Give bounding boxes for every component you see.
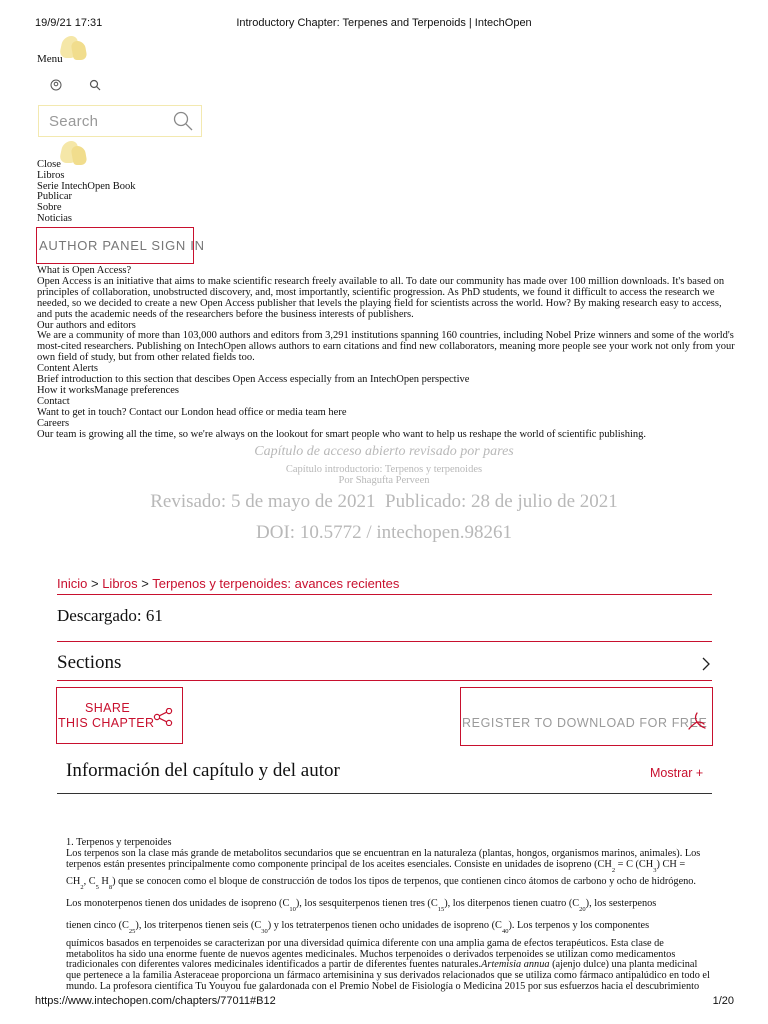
paragraph: químicos basados en terpenoides se caracterizan por una diversidad química diferente con una amplia gama de efectos terapéuticos. Esta clase de metabolitos ha sido una enorme fuente de nuevos agentes medicinales. Muchos terpenoides o derivados terpenoides se utilizan como medicamentos tradicionales con diferentes valores medicinales identificados a partir de diferentes fuentes naturales.Artemisia annua (ajenjo dulce) una planta medicinal que pertenece a la familia Asteraceae proporciona un fármaco artemisinina y sus derivados relacionados que se utiliza como fármaco antipalúdico en todo el mundo. La profesora científica Tu Youyou fue galardonada con el Premio Nobel de Fisiología o Medicina 2015 por sus esfuerzos hacia el descubrimiento — [66, 937, 710, 992]
divider — [57, 793, 712, 794]
info-text: Open Access is an initiative that aims to make scientific research freely available to all. To date our community has made over 100 million downloads. It's based on principles of collaboration, unobstructed discovery, and, most importantly, scientific progression. As PhD students, we found it difficult to access the research we needed, so we decided to create a new Open Access publisher that levels the playing field for scientists across the world. How? By making research easy to access, and puts the academic needs of the researchers before the business interests of publishers. — [37, 275, 725, 320]
breadcrumb-book[interactable]: Terpenos y terpenoides: avances recientes — [152, 576, 400, 591]
paragraph: $CH_2$, $C_5$ $H_8$) que se conocen como el bloque de construcción de todos los tipos de terpenos, que contienen cinco átomos de carbono y ocho de hidrógeno. — [66, 876, 697, 892]
show-more-button[interactable]: Mostrar + — [650, 766, 704, 780]
share-label: SHARE — [85, 701, 131, 715]
close-menu-link[interactable]: Close — [37, 159, 61, 170]
paragraph: tienen cinco $(C_{25})$, los triterpenos tienen seis $(C_{30})$ y los tetraterpenos tienen ocho unidades de isopreno $(C_{40})$. Los terpenos y los componentes — [66, 919, 650, 935]
info-heading[interactable]: What is Open Access? — [37, 265, 132, 276]
search-input[interactable] — [38, 105, 202, 137]
divider — [57, 594, 712, 595]
print-page-number: 1/20 — [712, 995, 734, 1007]
search-placeholder: Search — [49, 112, 99, 130]
nav-item-book-series[interactable]: Serie IntechOpen Book — [37, 180, 136, 192]
chapter-author-info-title: Información del capítulo y del autor — [66, 760, 340, 781]
pdf-icon — [688, 712, 706, 730]
chapter-author: Por Shagufta Perveen — [338, 475, 430, 486]
share-chapter-button[interactable] — [56, 687, 183, 744]
divider — [57, 641, 712, 642]
breadcrumb-separator: > — [90, 576, 99, 591]
info-text: Brief introduction to this section that descibes Open Access especially from an IntechOpen perspective — [37, 374, 470, 386]
print-page-title: Introductory Chapter: Terpenes and Terpenoids | IntechOpen — [236, 17, 532, 29]
info-heading[interactable]: How it worksManage preferences — [37, 384, 179, 396]
divider — [57, 680, 712, 681]
register-label: REGISTER TO DOWNLOAD FOR FREE — [462, 716, 708, 730]
info-heading[interactable]: Contact — [37, 395, 70, 407]
info-text: Our team is growing all the time, so we're always on the lookout for smart people who want to help us reshape the world of scientific publishing. — [37, 428, 647, 440]
info-heading[interactable]: Content Alerts — [37, 363, 98, 375]
intechopen-logo[interactable] — [61, 36, 87, 62]
nav-item-publicar[interactable]: Publicar — [37, 191, 72, 203]
author-panel-sign-in-button[interactable]: AUTHOR PANEL SIGN IN — [36, 227, 194, 264]
paragraph: Los terpenos son la clase más grande de metabolitos secundarios que se encuentran en la naturaleza (plantas, hongos, organismos marinos, animales). Los terpenos están presentes principalmente como componente principal de los aceites esenciales. Consiste en unidades de isopreno ($CH_2 = C$ $(CH_3)$ CH = — [66, 847, 701, 874]
chapter-subtitle: Capítulo introductorio: Terpenos y terpenoides — [285, 464, 483, 475]
user-icon[interactable] — [50, 79, 62, 91]
chevron-right-icon[interactable] — [700, 657, 712, 671]
info-block-open-access — [37, 266, 737, 441]
section-heading: 1. Terpenos y terpenoides — [66, 837, 172, 848]
nav-item-libros[interactable]: Libros — [37, 169, 65, 181]
download-count: Descargado: 61 — [57, 606, 163, 625]
info-text: We are a community of more than 103,000 authors and editors from 3,291 institutions spanning 160 countries, including Nobel Prize winners and some of the world's most-cited researchers. Publishing on IntechOpen allows authors to earn citations and find new collaborators, meaning more people see your work not only from your own field of study, but from other related fields too. — [37, 330, 735, 364]
info-text: Want to get in touch? Contact our London head office or media team here — [37, 406, 347, 418]
share-icon — [153, 708, 173, 726]
sections-toggle[interactable]: Sections — [57, 652, 122, 673]
nav-item-noticias[interactable]: Noticias — [37, 212, 72, 224]
chapter-dates: Revisado: 5 de mayo de 2021 Publicado: 28 de julio de 2021 — [150, 491, 618, 512]
search-icon[interactable] — [173, 111, 193, 131]
breadcrumb-books[interactable]: Libros — [102, 576, 138, 591]
info-heading[interactable]: Careers — [37, 417, 70, 429]
share-label: THIS CHAPTER — [58, 716, 155, 730]
main-nav — [37, 160, 136, 225]
nav-item-sobre[interactable]: Sobre — [37, 202, 62, 214]
chapter-doi: DOI: 10.5772 / intechopen.98261 — [256, 522, 512, 543]
chapter-type: Capítulo de acceso abierto revisado por pares — [254, 444, 514, 459]
chapter-body — [66, 838, 712, 993]
breadcrumb-home[interactable]: Inicio — [57, 576, 88, 591]
breadcrumb-separator: > — [141, 576, 149, 591]
menu-button[interactable]: Menu — [37, 53, 63, 65]
search-icon[interactable] — [89, 79, 101, 91]
print-date: 19/9/21 17:31 — [35, 17, 103, 29]
print-url: https://www.intechopen.com/chapters/77011#B12 — [35, 995, 276, 1007]
paragraph: Los monoterpenos tienen dos unidades de isopreno $(C_{10})$, los sesquiterpenos tienen tres $(C_{15})$, los diterpenos tienen cuatro $(C_{20})$, los sesterpenos — [66, 898, 657, 914]
breadcrumb — [57, 576, 399, 591]
info-heading[interactable]: Our authors and editors — [37, 319, 136, 331]
register-to-download-button[interactable] — [460, 687, 713, 746]
